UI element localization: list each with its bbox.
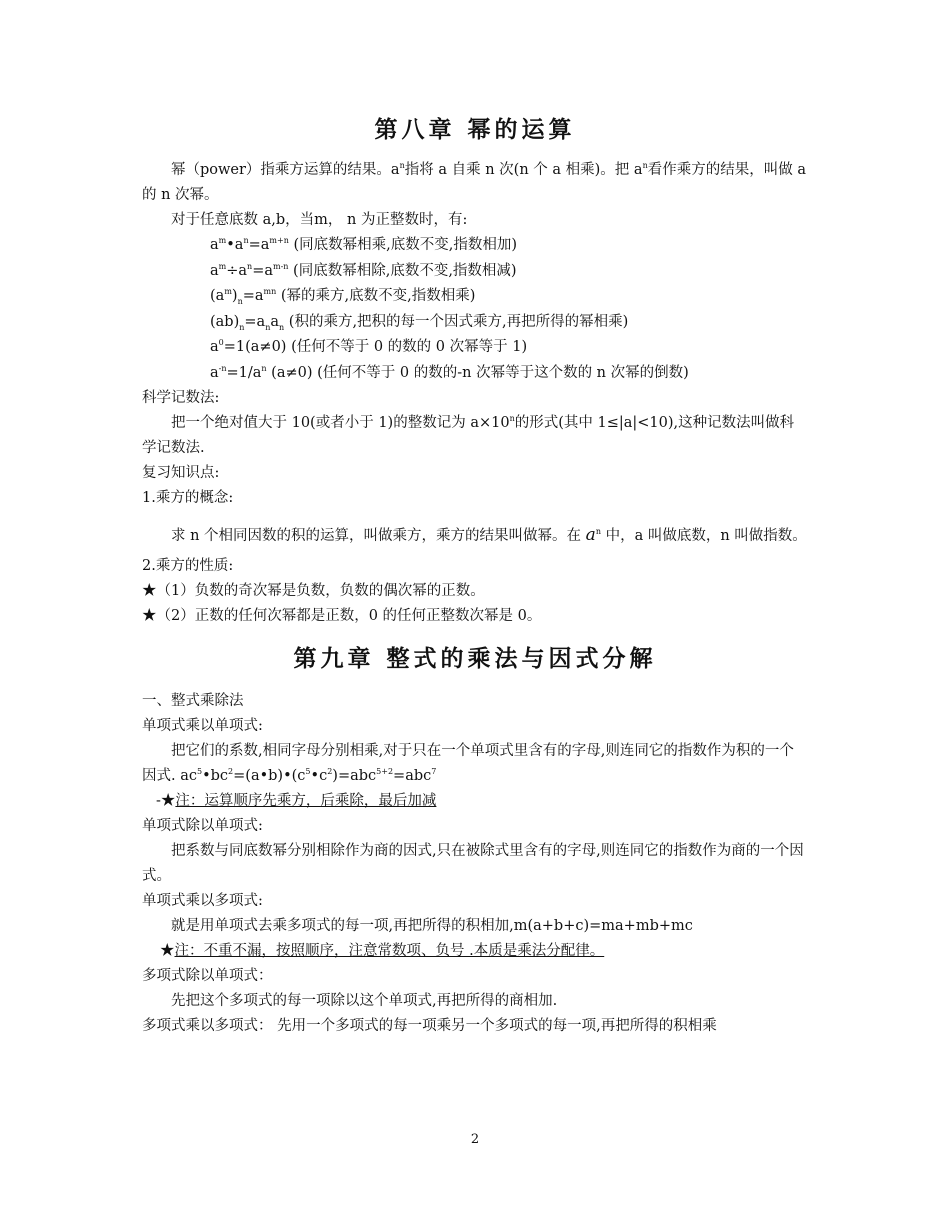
chapter-9-title: 第九章 整式的乘法与因式分解: [293, 645, 657, 672]
exponent-property-heading: 2.乘方的性质:: [142, 558, 234, 574]
note-order-of-operations: -★注：运算顺序先乘方，后乘除，最后加减: [156, 793, 437, 809]
power-definition: 幂（power）指乘方运算的结果。$a^n$指将 a 自乘 n 次(n 个 a 相乘)。把 $a^n$看作乘方的结果，叫做 a 的 n 次幂。: [142, 161, 806, 203]
rule-negative-exponent: $a^{-n}=1/a^n$ (a≠0) (任何不等于 0 的数的-n 次幂等于这个数的 n 次幂的倒数): [210, 363, 689, 381]
mono-times-poly-heading: 单项式乘以多项式:: [142, 893, 263, 909]
rule-power-of-product: $(ab)_n=a_na_n$ (积的乘方,把积的每一个因式乘方,再把所得的幂相乘): [210, 313, 629, 332]
exponent-concept-heading: 1.乘方的概念:: [142, 490, 234, 506]
mono-div-mono-text: 把系数与同底数幂分别相除作为商的因式,只在被除式里含有的字母,则连同它的指数作为商的一个因式。: [142, 843, 804, 884]
review-heading: 复习知识点:: [142, 465, 220, 481]
rule-zero-exponent: $a^0=1(a\ne 0)$ (任何不等于 0 的数的 0 次幂等于 1): [210, 338, 528, 355]
page-content: [142, 112, 808, 1039]
condition-line: 对于任意底数 a,b，当m， n 为正整数时，有:: [171, 212, 468, 228]
poly-times-poly-text: 多项式乘以多项式： 先用一个多项式的每一项乘另一个多项式的每一项,再把所得的积相乘: [142, 1018, 717, 1034]
note-distributive: ★注：不重不漏，按照顺序，注意常数项、负号 .本质是乘法分配律。: [160, 943, 605, 959]
section-1-heading: 一、整式乘除法: [142, 693, 244, 709]
scientific-notation-text: 把一个绝对值大于 10(或者小于 1)的整数记为 $a\times 10^n$的形式(其中 1≤|a|<10),这种记数法叫做科学记数法.: [142, 414, 795, 456]
mono-times-mono-heading: 单项式乘以单项式:: [142, 718, 263, 734]
rule-power-of-power: $(a^m)_n=a^{mn}$ (幂的乘方,底数不变,指数相乘): [210, 287, 476, 306]
mono-div-mono-heading: 单项式除以单项式:: [142, 818, 263, 834]
rule-product-same-base: $a^m•a^n=a^{m+n}$ (同底数幂相乘,底数不变,指数相加): [210, 236, 517, 253]
scientific-notation-heading: 科学记数法:: [142, 390, 220, 406]
page-number: 2: [470, 1132, 480, 1147]
property-1: ★（1）负数的奇次幂是负数，负数的偶次幂的正数。: [142, 583, 485, 599]
mono-times-mono-text: 把它们的系数,相同字母分别相乘,对于只在一个单项式里含有的字母,则连同它的指数作为积的一个因式. $ac^5•bc^2=(a•b)•(c^5•c^2)=abc^{5+2}=abc^7$: [142, 743, 794, 784]
rule-quotient-same-base: $a^m\div a^n=a^{m-n}$ (同底数幂相除,底数不变,指数相减): [210, 261, 517, 279]
chapter-8-title: 第八章 幂的运算: [374, 116, 576, 143]
exponent-concept-text: 求 n 个相同因数的积的运算，叫做乘方，乘方的结果叫做幂。在 $a^n$ 中，a 叫做底数，n 叫做指数。: [171, 525, 807, 545]
poly-div-mono-heading: 多项式除以单项式：: [142, 968, 273, 984]
property-2: ★（2）正数的任何次幂都是正数，0 的任何正整数次幂是 0。: [142, 608, 542, 624]
mono-times-poly-text: 就是用单项式去乘多项式的每一项,再把所得的积相加,m(a+b+c)=ma+mb+mc: [171, 918, 693, 934]
poly-div-mono-text: 先把这个多项式的每一项除以这个单项式,再把所得的商相加.: [171, 993, 558, 1009]
